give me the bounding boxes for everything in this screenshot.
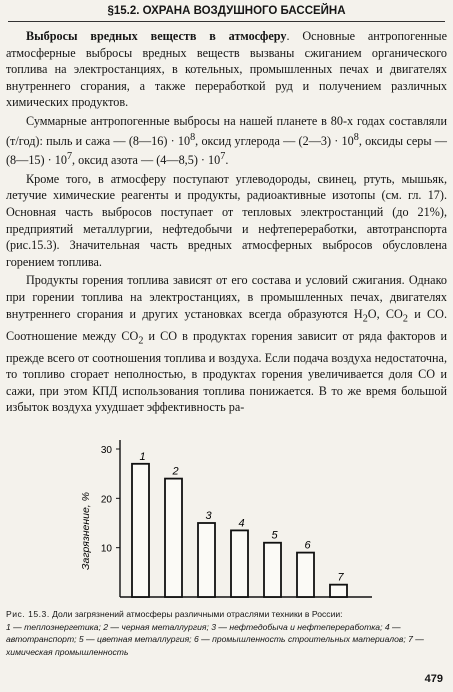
pollution-bar-chart bbox=[0, 430, 453, 605]
bar-label: 6 bbox=[304, 539, 311, 552]
bar-label: 3 bbox=[205, 510, 212, 522]
paragraph-3: Кроме того, в атмосферу поступают углеводороды, свинец, ртуть, мышьяк, летучие химические реагенты и продукты, радиоактивные изотопы (см. гл. 17). Основная часть выбросов поступает от тепловых электростанций (до 21%), предприятий металлургии, нефтедобычи и нефтепереработки, автотранспорта (рис.15.3). Значительная часть вредных атмосферных выбросов обусловлена горением топлива. bbox=[6, 171, 447, 269]
subscript: 2 bbox=[138, 335, 144, 347]
period: . bbox=[225, 153, 229, 168]
exponent: 8 bbox=[353, 131, 359, 143]
paragraph-1 bbox=[6, 28, 447, 111]
emission-sox: , оксиды серы — (8—15) · 10 bbox=[6, 133, 447, 168]
y-tick-label: 30 bbox=[100, 445, 112, 456]
bar bbox=[297, 553, 314, 597]
bar bbox=[198, 523, 215, 597]
bar-label: 4 bbox=[238, 517, 245, 530]
body-text bbox=[6, 28, 447, 418]
y-tick-label: 20 bbox=[100, 494, 112, 506]
exponent: 7 bbox=[220, 151, 226, 163]
bar bbox=[165, 479, 182, 597]
bar-label: 1 bbox=[139, 450, 146, 463]
paragraph-lead: Выбросы вредных веществ в атмосферу bbox=[26, 29, 287, 43]
header-rule bbox=[8, 21, 445, 22]
bar bbox=[231, 530, 248, 597]
y-tick-label: 10 bbox=[100, 543, 112, 555]
figure-label: Рис. 15.3. bbox=[6, 609, 50, 619]
paragraph-4-text: и CO в продуктах горения зависит от ряда факторов и прежде всего от соотношения топлива и воздуха. Если подача воздуха недостаточна, то топливо сгорает неполностью, в продуктах горения увеличивается доля CO и сажи, при этом КПД использования топлива понижается. В то же время большой избыток воздуха ухудшает эффективность ра- bbox=[6, 328, 447, 415]
subscript: 2 bbox=[362, 313, 368, 325]
paragraph-1-text: . Основные антропогенные атмосферные выбросы вредных веществ вызваны сжиганием органического топлива на электростанциях, в котельных, промышленных печах и двигателях внутреннего сгорания, а также переработкой руд и получением различных химических продуктов. bbox=[6, 29, 447, 110]
figure-legend: 1 — теплоэнергетика; 2 — черная металлургия; 3 — нефтедобыча и нефтепереработка; 4 — автотранспорт; 5 — цветная металлургия; 6 — промышленность строительных материалов; 7 — химическая промышленность bbox=[6, 621, 424, 657]
y-axis-label: Загрязнение, % bbox=[80, 492, 92, 570]
paragraph-4 bbox=[6, 272, 447, 416]
figure-caption bbox=[6, 608, 447, 658]
paragraph-4-text: Продукты горения топлива зависят от его состава и условий сжигания. Однако при горении топлива на электростанциях, в промышленных печах, двигателях внутреннего сгорания и других установках всегда образуются H bbox=[6, 273, 447, 321]
emission-nox: , оксид азота — (4—8,5) · 10 bbox=[72, 153, 221, 168]
bar bbox=[264, 543, 281, 597]
paragraph-4-text: O, CO bbox=[367, 306, 403, 321]
figure-title: Доли загрязнений атмосферы различными отраслями техники в России: bbox=[49, 609, 343, 619]
bar bbox=[330, 585, 347, 597]
bar-label: 7 bbox=[337, 571, 344, 584]
paragraph-2 bbox=[6, 113, 447, 169]
exponent: 7 bbox=[66, 151, 73, 163]
bar bbox=[132, 464, 149, 597]
subscript: 2 bbox=[402, 313, 408, 325]
bar-label: 5 bbox=[271, 529, 278, 542]
emission-co: , оксид углерода — (2—3) · 10 bbox=[195, 133, 354, 148]
page-number: 479 bbox=[424, 673, 443, 685]
section-title: §15.2. ОХРАНА ВОЗДУШНОГО БАССЕЙНА bbox=[107, 5, 346, 17]
exponent: 8 bbox=[190, 131, 196, 143]
bar-label: 2 bbox=[172, 465, 179, 478]
paragraph-4-text: и CO. Соотношение между CO bbox=[6, 306, 448, 343]
emission-dust: Суммарные антропогенные выбросы на нашей планете в 80-х годах составляли (т/год): пыль и сажа — (8—16) · 10 bbox=[6, 113, 447, 148]
